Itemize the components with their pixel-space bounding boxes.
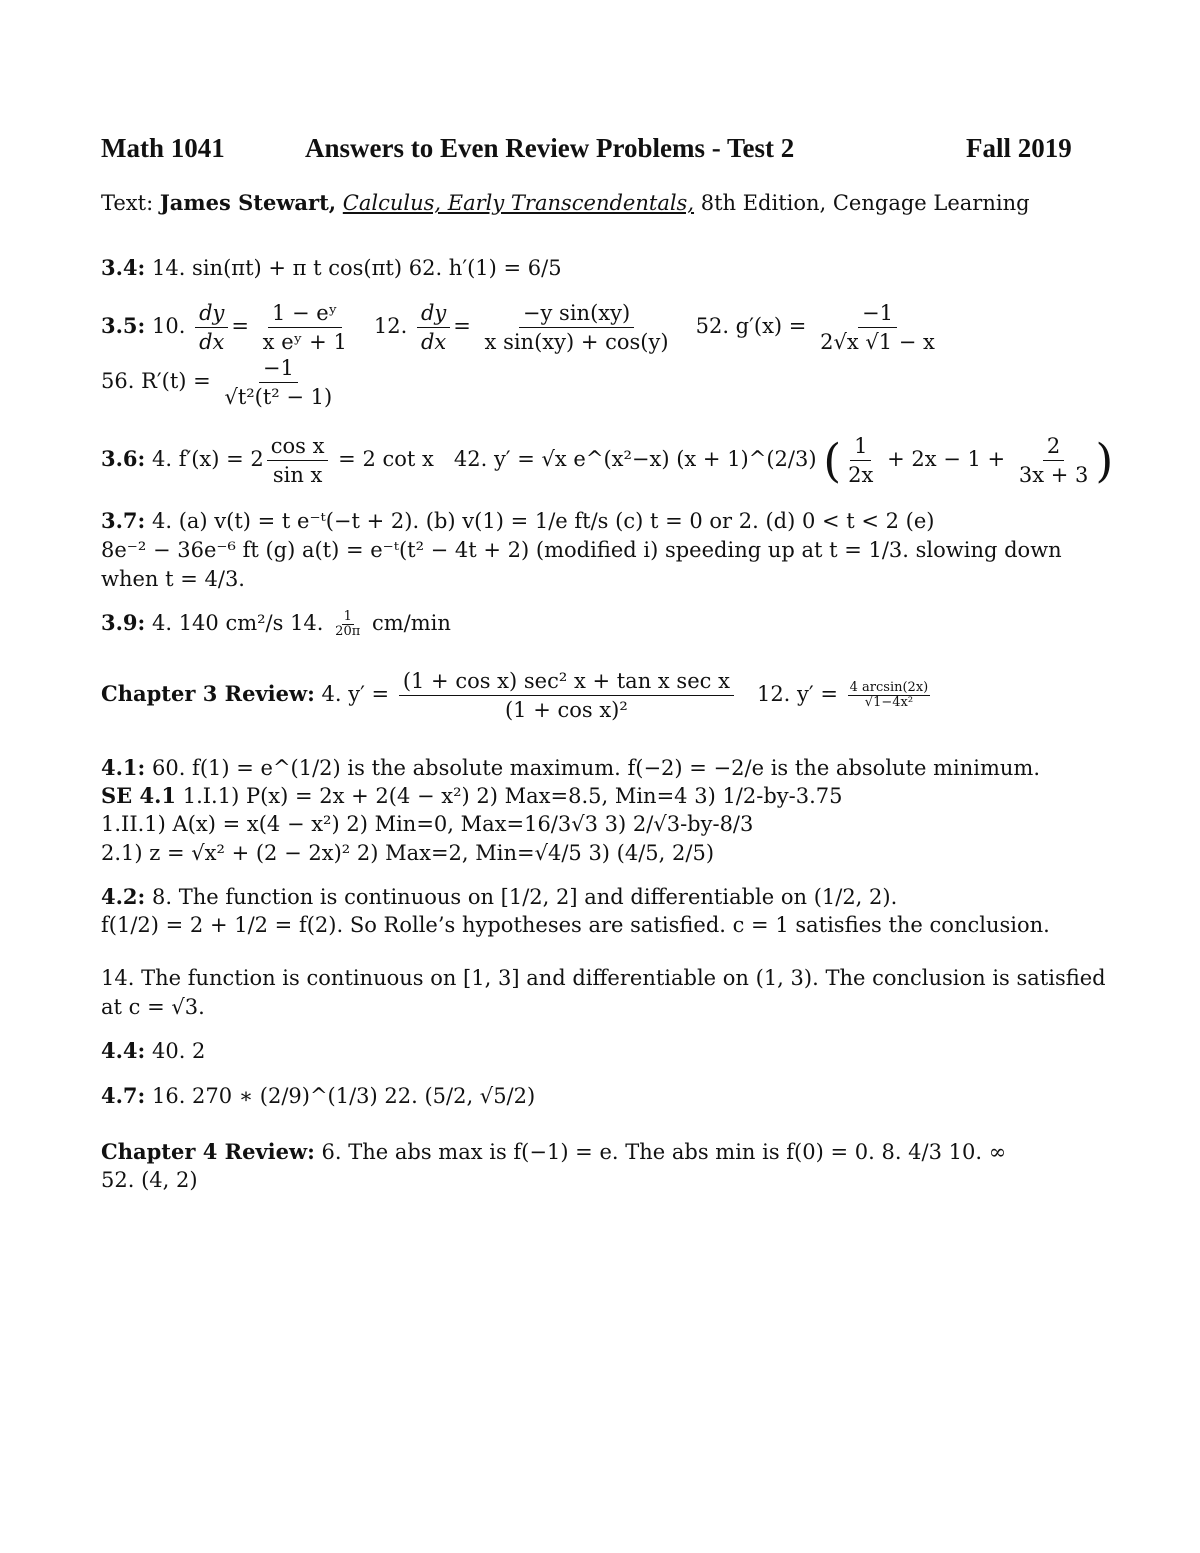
answer-text: 8. The function is continuous on [1/2, 2] and differentiable on (1/2, 2).: [151, 885, 898, 909]
problem-expression: 56. R′(t) =: [101, 369, 211, 393]
section-label: Chapter 4 Review:: [101, 1139, 315, 1164]
answer-fraction: [220, 355, 336, 410]
derivative-fraction: [417, 300, 450, 355]
se-4-1-line3: 2.1) z = √x² + (2 − 2x)² 2) Max=2, Min=√4/5 3) (4/5, 2/5): [101, 841, 715, 865]
fraction-numerator: 1: [850, 433, 871, 461]
fraction-numerator: 4 arcsin(2x): [849, 680, 929, 695]
section-label: 4.1:: [101, 755, 146, 780]
answer-fraction: [481, 300, 673, 355]
section-4-2-line2: f(1/2) = 2 + 1/2 = f(2). So Rolle’s hypotheses are satisfied. c = 1 satisfies the conclusion.: [101, 913, 1050, 937]
chapter-4-review: [101, 1139, 1006, 1165]
problem-expression: 42. y′ = √x e^(x²−x) (x + 1)^(2/3): [453, 447, 817, 471]
fraction-denominator: x sin(xy) + cos(y): [484, 330, 669, 354]
section-4-1: [101, 755, 1040, 781]
answer-text: 4. 140 cm²/s 14.: [151, 611, 324, 635]
section-3-7-line3: when t = 4/3.: [101, 567, 245, 591]
fraction-numerator: 1 − eʸ: [268, 300, 342, 328]
answer-fraction: [259, 300, 351, 355]
section-label: 3.9:: [101, 610, 146, 635]
problem-expression: 4. y′ =: [321, 682, 390, 706]
section-4-7: [101, 1083, 535, 1109]
answer-fraction: [816, 300, 939, 355]
answer-text: cm/min: [371, 611, 451, 635]
fraction-numerator: dy: [417, 300, 450, 328]
section-4-4: [101, 1038, 205, 1064]
text-book: Calculus, Early Transcendentals,: [342, 191, 695, 215]
answer-fraction: [399, 668, 734, 723]
fraction-denominator: sin x: [272, 463, 323, 487]
text-edition: 8th Edition, Cengage Learning: [700, 191, 1030, 215]
fraction-denominator: dx: [199, 330, 225, 354]
section-label: Chapter 3 Review:: [101, 681, 315, 706]
problem-number: 12.: [373, 314, 408, 338]
section-label: 3.4:: [101, 255, 146, 280]
section-label: 3.6:: [101, 446, 146, 471]
fraction-denominator: 2√x √1 − x: [820, 330, 935, 354]
left-paren: (: [823, 433, 842, 488]
answer-text: 14. sin(πt) + π t cos(πt) 62. h′(1) = 6/5: [151, 256, 562, 280]
fraction-numerator: 2: [1043, 433, 1064, 461]
answer-text: 40. 2: [151, 1039, 206, 1063]
answer-fraction: [844, 433, 877, 488]
text-author: James Stewart,: [159, 190, 337, 215]
se-4-1-line1: [101, 783, 843, 809]
chapter-3-review: [101, 668, 933, 723]
se-4-1-line2: 1.II.1) A(x) = x(4 − x²) 2) Min=0, Max=16/3√3 3) 2/√3-by-8/3: [101, 812, 754, 836]
section-3-5-continued: [101, 355, 339, 410]
right-paren: ): [1095, 433, 1114, 488]
section-4-2-line4: at c = √3.: [101, 995, 205, 1019]
problem-number: 10.: [151, 314, 186, 338]
section-label: 4.4:: [101, 1038, 146, 1063]
section-3-9: [101, 610, 451, 639]
text-prefix: Text:: [101, 191, 154, 215]
answer-fraction: [267, 433, 329, 488]
answer-fraction: [333, 610, 362, 639]
text-reference: [101, 190, 1030, 216]
section-label: 4.2:: [101, 884, 146, 909]
fraction-denominator: x eʸ + 1: [262, 330, 347, 354]
problem-expression: = 2 cot x: [338, 447, 434, 471]
answer-fraction: [848, 681, 931, 710]
section-label: 3.7:: [101, 508, 146, 533]
section-label: SE 4.1: [101, 783, 177, 808]
section-4-2-line3: 14. The function is continuous on [1, 3] and differentiable on (1, 3). The conclusion is satisfied: [101, 966, 1106, 990]
fraction-numerator: −1: [259, 355, 298, 383]
problem-expression: + 2x − 1 +: [887, 447, 1006, 471]
term: Fall 2019: [966, 133, 1072, 163]
section-3-7-line2: 8e⁻² − 36e⁻⁶ ft (g) a(t) = e⁻ᵗ(t² − 4t + 2) (modified i) speeding up at t = 1/3. slowing down: [101, 538, 1062, 562]
answer-fraction: [1015, 433, 1093, 488]
fraction-denominator: 20π: [335, 624, 361, 639]
fraction-denominator: 2x: [848, 463, 874, 487]
section-3-5: 3.5: 10. $\frac{dy}{dx}$ = $\frac{\text{1 − eʸ}}{\text{x eʸ + 1}}$ 12. $\frac{dy}{dx}$ = $\frac{\text{−y sin(xy)}}{\text{x sin(xy) + cos(y)}}$ 52. g′(x) = $\frac{-1}{2√x √1 - x}$: [101, 300, 942, 355]
answer-text: 1.I.1) P(x) = 2x + 2(4 − x²) 2) Max=8.5, Min=4 3) 1/2-by-3.75: [182, 784, 843, 808]
fraction-denominator: 3x + 3: [1018, 463, 1089, 487]
fraction-numerator: dy: [195, 300, 228, 328]
chapter-4-review-line2: 52. (4, 2): [101, 1168, 198, 1192]
problem-expression: 4. f′(x) = 2: [151, 447, 264, 471]
fraction-denominator: √t²(t² − 1): [224, 385, 333, 409]
fraction-numerator: cos x: [267, 433, 329, 461]
section-3-4: [101, 255, 562, 281]
section-3-6: [101, 433, 1113, 488]
section-label: 4.7:: [101, 1083, 146, 1108]
section-4-2: [101, 884, 897, 910]
problem-expression: 12. y′ =: [756, 682, 838, 706]
derivative-fraction: [195, 300, 228, 355]
page-title: Answers to Even Review Problems - Test 2: [305, 133, 795, 163]
course-number: Math 1041: [101, 133, 225, 163]
answer-text: 16. 270 ∗ (2/9)^(1/3) 22. (5/2, √5/2): [151, 1084, 536, 1108]
fraction-numerator: (1 + cos x) sec² x + tan x sec x: [399, 668, 734, 696]
problem-expression: 52. g′(x) =: [695, 314, 807, 338]
fraction-denominator: √1−4x²: [864, 695, 914, 710]
section-3-7: [101, 508, 935, 534]
fraction-numerator: −1: [858, 300, 897, 328]
answer-text: 60. f(1) = e^(1/2) is the absolute maximum. f(−2) = −2/e is the absolute minimum.: [151, 756, 1040, 780]
answer-text: 4. (a) v(t) = t e⁻ᵗ(−t + 2). (b) v(1) = 1/e ft/s (c) t = 0 or 2. (d) 0 < t < 2 (e): [151, 509, 935, 533]
section-label: 3.5:: [101, 313, 146, 338]
fraction-denominator: (1 + cos x)²: [504, 698, 628, 722]
fraction-numerator: −y sin(xy): [519, 300, 634, 328]
fraction-numerator: 1: [343, 609, 352, 624]
answer-text: 6. The abs max is f(−1) = e. The abs min is f(0) = 0. 8. 4/3 10. ∞: [321, 1140, 1007, 1164]
fraction-denominator: dx: [420, 330, 447, 354]
